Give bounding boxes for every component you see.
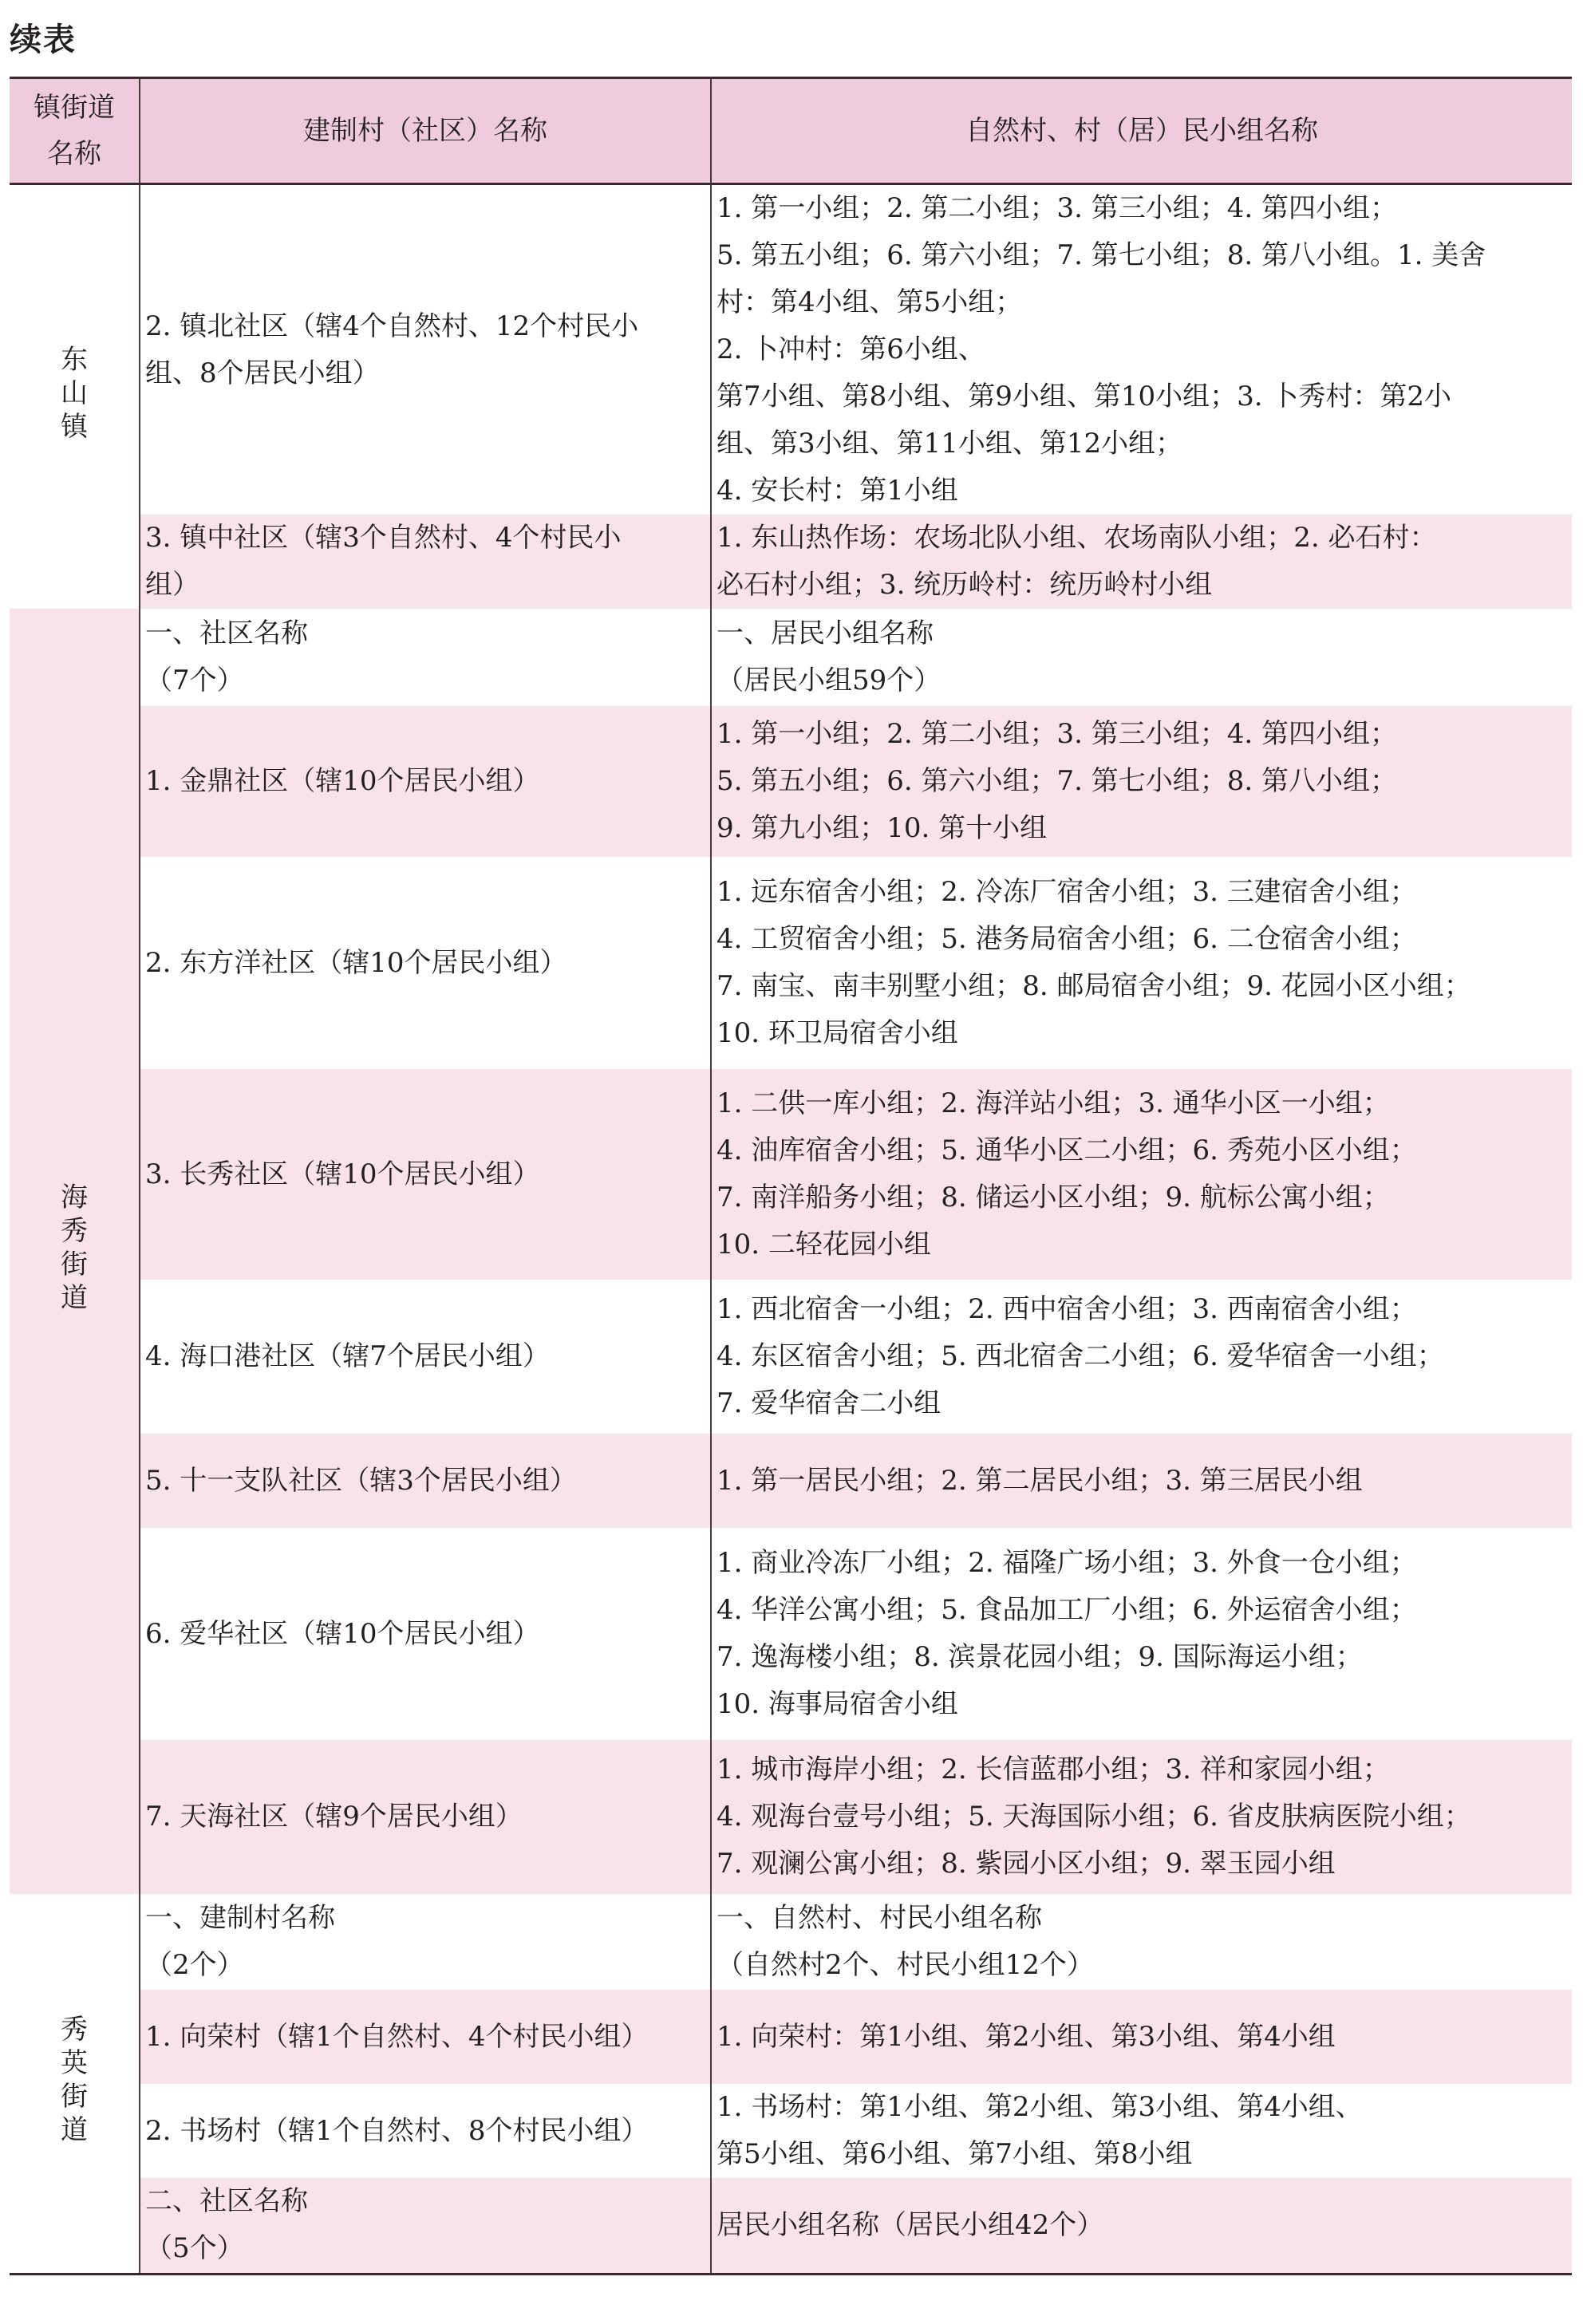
table-row: [10, 1069, 1572, 1280]
admin-village-text: 1. 向荣村（辖1个自然村、4个村民小组）: [145, 2020, 649, 2053]
table-row: [10, 2178, 1572, 2274]
admin-village-cell: [140, 1069, 711, 1280]
natural-village-groups-text: 5. 第五小组；6. 第六小组；7. 第七小组；8. 第八小组。1. 美舍: [716, 239, 1486, 271]
admin-village-cell: [140, 2178, 711, 2274]
admin-village-text: 4. 海口港社区（辖7个居民小组）: [145, 1340, 550, 1372]
natural-village-groups-text: 1. 远东宿舍小组；2. 冷冻厂宿舍小组；3. 三建宿舍小组；: [716, 876, 1417, 908]
natural-village-groups-text: 10. 二轻花园小组: [716, 1229, 931, 1261]
natural-village-groups-cell: [711, 1894, 1572, 1990]
table-row: [10, 1280, 1572, 1434]
admin-village-text: 2. 镇北社区（辖4个自然村、12个村民小: [145, 310, 639, 342]
header-town-street-label: 镇街道名称: [34, 92, 115, 170]
natural-village-groups-text: （自然村2个、村民小组12个）: [716, 1949, 1094, 1981]
natural-village-groups-text: 1. 第一居民小组；2. 第二居民小组；3. 第三居民小组: [716, 1464, 1363, 1497]
natural-village-groups-text: 7. 逸海楼小组；8. 滨景花园小组；9. 国际海运小组；: [716, 1641, 1363, 1673]
natural-village-groups-text: 必石村小组；3. 统历岭村：统历岭村小组: [716, 569, 1213, 601]
admin-village-cell: [140, 184, 711, 515]
natural-village-groups-text: 4. 油库宿舍小组；5. 通华小区二小组；6. 秀苑小区小组；: [716, 1134, 1417, 1166]
natural-village-groups-cell: [711, 2178, 1572, 2274]
natural-village-groups-text: 4. 华洋公寓小组；5. 食品加工厂小组；6. 外运宿舍小组；: [716, 1594, 1417, 1626]
admin-village-text: 2. 书场村（辖1个自然村、8个村民小组）: [145, 2114, 649, 2147]
admin-village-cell: [140, 515, 711, 609]
natural-village-groups-text: 村：第4小组、第5小组；: [716, 286, 1023, 318]
natural-village-groups-text: 7. 观澜公寓小组；8. 紫园小区小组；9. 翠玉园小组: [716, 1848, 1336, 1880]
admin-village-cell: [140, 857, 711, 1069]
natural-village-groups-text: 1. 向荣村：第1小组、第2小组、第3小组、第4小组: [716, 2020, 1336, 2053]
natural-village-groups-text: 一、居民小组名称: [716, 617, 934, 649]
natural-village-groups-text: 1. 东山热作场：农场北队小组、农场南队小组；2. 必石村：: [716, 522, 1437, 554]
natural-village-groups-text: 1. 第一小组；2. 第二小组；3. 第三小组；4. 第四小组；: [716, 718, 1397, 750]
admin-village-text: 2. 东方洋社区（辖10个居民小组）: [145, 946, 567, 979]
natural-village-groups-text: 1. 西北宿舍一小组；2. 西中宿舍小组；3. 西南宿舍小组；: [716, 1293, 1417, 1325]
town-street-cell: [10, 184, 140, 610]
natural-village-groups-text: 4. 观海台壹号小组；5. 天海国际小组；6. 省皮肤病医院小组；: [716, 1801, 1471, 1833]
admin-village-text: 3. 镇中社区（辖3个自然村、4个村民小: [145, 522, 622, 554]
natural-village-groups-cell: [711, 515, 1572, 609]
table-row: [10, 1740, 1572, 1894]
town-street-name: 秀英街道: [61, 2013, 88, 2146]
admin-village-cell: [140, 2084, 711, 2178]
header-natural-village-groups: 自然村、村（居）民小组名称: [711, 78, 1572, 184]
natural-village-groups-cell: [711, 1434, 1572, 1528]
table-row: [10, 857, 1572, 1069]
natural-village-groups-text: 1. 书场村：第1小组、第2小组、第3小组、第4小组、: [716, 2091, 1363, 2123]
natural-village-groups-text: 1. 商业冷冻厂小组；2. 福隆广场小组；3. 外食一仓小组；: [716, 1547, 1417, 1579]
table-row: [10, 515, 1572, 609]
admin-village-cell: [140, 1894, 711, 1990]
admin-village-text: （7个）: [145, 665, 244, 696]
table-row: [10, 1434, 1572, 1528]
admin-village-text: 3. 长秀社区（辖10个居民小组）: [145, 1158, 540, 1190]
natural-village-groups-cell: [711, 1740, 1572, 1894]
admin-village-cell: [140, 1434, 711, 1528]
natural-village-groups-text: 1. 二供一库小组；2. 海洋站小组；3. 通华小区一小组；: [716, 1087, 1390, 1119]
natural-village-groups-text: 2. 卜冲村：第6小组、: [716, 333, 985, 365]
natural-village-groups-text: 组、第3小组、第11小组、第12小组；: [716, 428, 1183, 460]
natural-village-groups-text: 4. 安长村：第1小组: [716, 475, 958, 507]
table-row: [10, 1528, 1572, 1740]
table-row: [10, 1894, 1572, 1990]
table-header-row: [10, 78, 1572, 184]
natural-village-groups-text: 10. 海事局宿舍小组: [716, 1688, 958, 1720]
admin-village-text: （2个）: [145, 1949, 244, 1981]
admin-village-text: 二、社区名称: [145, 2185, 308, 2218]
table-row: [10, 184, 1572, 515]
admin-village-text: 5. 十一支队社区（辖3个居民小组）: [145, 1464, 577, 1497]
admin-village-text: 一、社区名称: [145, 617, 308, 649]
admin-village-cell: [140, 1528, 711, 1740]
admin-village-text: （5个）: [145, 2232, 244, 2265]
page-title: 续表: [10, 22, 77, 58]
table-row: [10, 2084, 1572, 2178]
admin-village-text: 1. 金鼎社区（辖10个居民小组）: [145, 765, 540, 797]
natural-village-groups-cell: [711, 1280, 1572, 1434]
natural-village-groups-cell: [711, 1528, 1572, 1740]
natural-village-groups-text: 1. 第一小组；2. 第二小组；3. 第三小组；4. 第四小组；: [716, 192, 1397, 224]
admin-village-cell: [140, 706, 711, 857]
continued-table: [10, 77, 1572, 2275]
natural-village-groups-text: 10. 环卫局宿舍小组: [716, 1017, 958, 1049]
natural-village-groups-text: 1. 城市海岸小组；2. 长信蓝郡小组；3. 祥和家园小组；: [716, 1754, 1390, 1785]
natural-village-groups-text: 第7小组、第8小组、第9小组、第10小组；3. 卜秀村：第2小: [716, 381, 1452, 412]
table-row: [10, 1990, 1572, 2084]
admin-village-text: 7. 天海社区（辖9个居民小组）: [145, 1801, 523, 1833]
header-town-street: [10, 78, 140, 184]
natural-village-groups-text: 5. 第五小组；6. 第六小组；7. 第七小组；8. 第八小组；: [716, 765, 1397, 797]
admin-village-text: 一、建制村名称: [145, 1902, 335, 1934]
header-admin-village: 建制村（社区）名称: [140, 78, 711, 184]
town-street-name: 东山镇: [61, 344, 88, 443]
natural-village-groups-text: 7. 南洋船务小组；8. 储运小区小组；9. 航标公寓小组；: [716, 1182, 1390, 1213]
natural-village-groups-text: 9. 第九小组；10. 第十小组: [716, 812, 1048, 844]
natural-village-groups-cell: [711, 857, 1572, 1069]
table-body: [10, 184, 1572, 2275]
natural-village-groups-text: 7. 爱华宿舍二小组: [716, 1387, 942, 1419]
admin-village-cell: [140, 1990, 711, 2084]
table-row: [10, 706, 1572, 857]
natural-village-groups-cell: [711, 1069, 1572, 1280]
town-street-cell: [10, 609, 140, 1894]
town-street-name: 海秀街道: [61, 1182, 88, 1314]
natural-village-groups-cell: [711, 1990, 1572, 2084]
natural-village-groups-cell: [711, 2084, 1572, 2178]
admin-village-text: 6. 爱华社区（辖10个居民小组）: [145, 1617, 540, 1650]
admin-village-text: 组、8个居民小组）: [145, 357, 380, 389]
natural-village-groups-cell: [711, 609, 1572, 706]
natural-village-groups-text: （居民小组59个）: [716, 665, 942, 696]
natural-village-groups-cell: [711, 184, 1572, 515]
admin-village-text: 组）: [145, 569, 199, 601]
admin-village-cell: [140, 609, 711, 706]
natural-village-groups-text: 一、自然村、村民小组名称: [716, 1902, 1042, 1934]
natural-village-groups-text: 居民小组名称（居民小组42个）: [716, 2208, 1104, 2241]
natural-village-groups-text: 4. 工贸宿舍小组；5. 港务局宿舍小组；6. 二仓宿舍小组；: [716, 923, 1417, 955]
natural-village-groups-text: 4. 东区宿舍小组；5. 西北宿舍二小组；6. 爱华宿舍一小组；: [716, 1340, 1444, 1372]
natural-village-groups-cell: [711, 706, 1572, 857]
natural-village-groups-text: 第5小组、第6小组、第7小组、第8小组: [716, 2138, 1193, 2170]
admin-village-cell: [140, 1740, 711, 1894]
natural-village-groups-text: 7. 南宝、南丰别墅小组；8. 邮局宿舍小组；9. 花园小区小组；: [716, 970, 1471, 1002]
town-street-cell: [10, 1894, 140, 2274]
admin-village-cell: [140, 1280, 711, 1434]
table-row: [10, 609, 1572, 706]
